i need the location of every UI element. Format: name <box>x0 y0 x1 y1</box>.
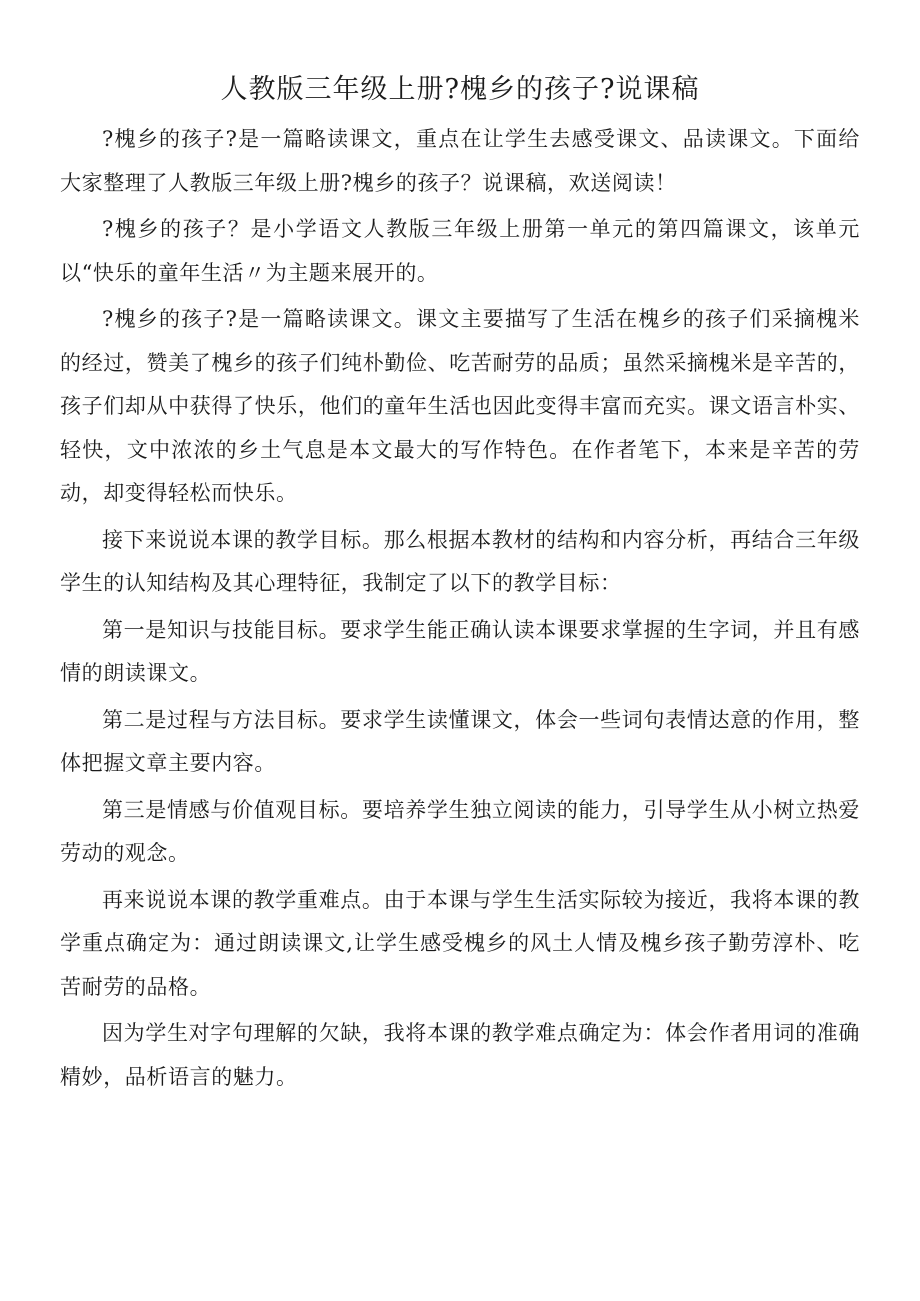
paragraph-unit-context: ?槐乡的孩子？是小学语文人教版三年级上册第一单元的第四篇课文，该单元以“快乐的童年生活〃为主题来展开的。 <box>60 217 860 285</box>
document-body <box>60 118 860 1102</box>
paragraph-intro: ?槐乡的孩子?是一篇略读课文，重点在让学生去感受课文、品读课文。下面给大家整理了人教版三年级上册?槐乡的孩子？说课稿，欢送阅读！ <box>60 127 860 195</box>
document-title: 人教版三年级上册?槐乡的孩子?说课稿 <box>220 74 700 105</box>
paragraph-goal-values: 第三是情感与价值观目标。要培养学生独立阅读的能力，引导学生从小树立热爱劳动的观念。 <box>60 797 860 865</box>
paragraph-teaching-goals: 接下来说说本课的教学目标。那么根据本教材的结构和内容分析，再结合三年级学生的认知结构及其心理特征，我制定了以下的教学目标： <box>60 527 860 595</box>
paragraph-text-analysis: ?槐乡的孩子?是一篇略读课文。课文主要描写了生活在槐乡的孩子们采摘槐米的经过，赞美了槐乡的孩子们纯朴勤俭、吃苦耐劳的品质；虽然采摘槐米是辛苦的，孩子们却从中获得了快乐，他们的童年生活也因此变得丰富而充实。课文语言朴实、轻快，文中浓浓的乡土气息是本文最大的写作特色。在作者笔下，本来是辛苦的劳动，却变得轻松而快乐。 <box>60 307 860 505</box>
paragraph-key-points: 再来说说本课的教学重难点。由于本课与学生生活实际较为接近，我将本课的教学重点确定为：通过朗读课文,让学生感受槐乡的风土人情及槐乡孩子勤劳淳朴、吃苦耐劳的品格。 <box>60 887 860 999</box>
paragraph-goal-process: 第二是过程与方法目标。要求学生读懂课文，体会一些词句表情达意的作用，整体把握文章主要内容。 <box>60 707 860 775</box>
paragraph-difficult-points: 因为学生对字句理解的欠缺，我将本课的教学难点确定为：体会作者用词的准确精妙，品析语言的魅力。 <box>60 1021 860 1089</box>
paragraph-goal-knowledge: 第一是知识与技能目标。要求学生能正确认读本课要求掌握的生字词，并且有感情的朗读课文。 <box>60 617 860 685</box>
